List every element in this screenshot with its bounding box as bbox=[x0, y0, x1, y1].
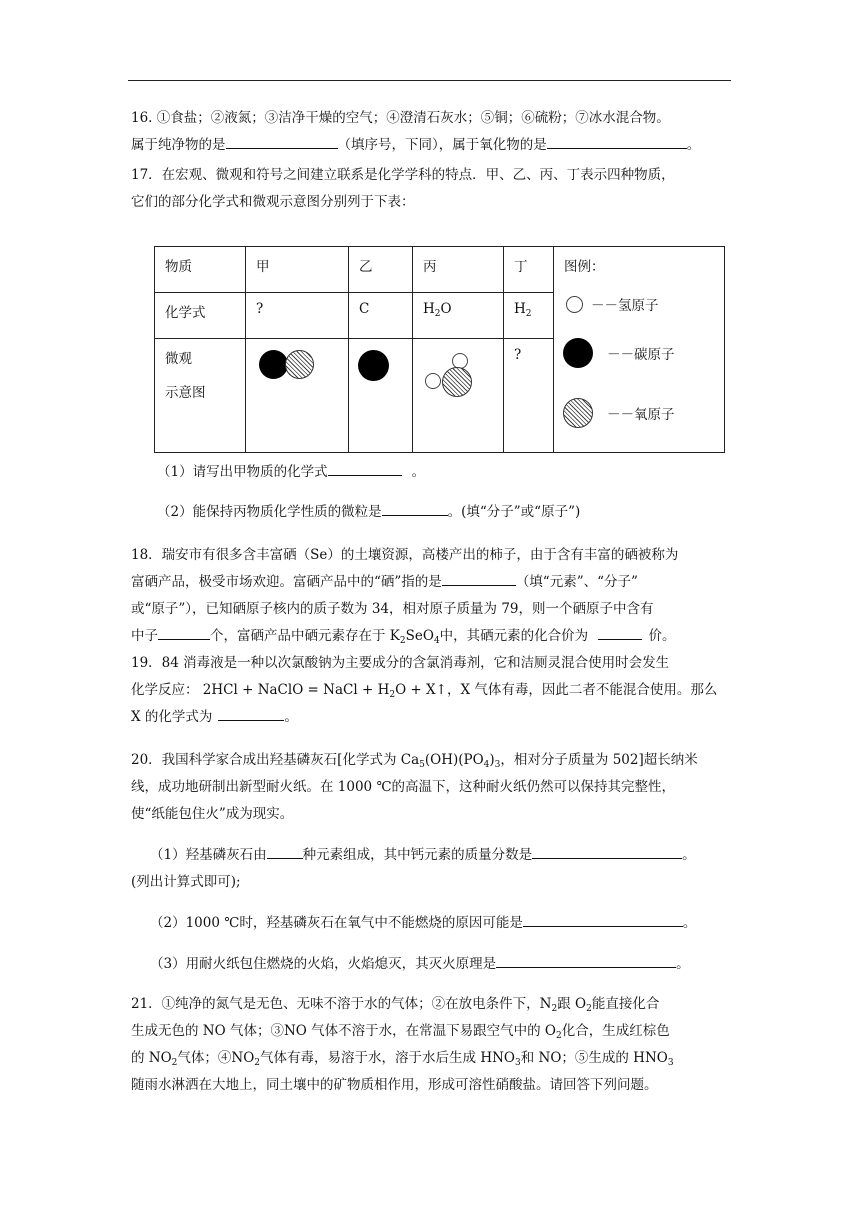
q20-sub3-blank[interactable] bbox=[496, 954, 676, 968]
q19-line3: X 的化学式为 。 bbox=[131, 709, 298, 725]
q20-sub1-blank-1[interactable] bbox=[267, 845, 303, 859]
oxygen-atom-icon bbox=[442, 367, 472, 397]
q18-line3: 或“原子”），已知硒原子核内的质子数为 34，相对原子质量为 79，则一个硒原子中含有 bbox=[131, 601, 654, 617]
legend-carbon: －－碳原子 bbox=[563, 338, 675, 368]
table-micro-jia bbox=[246, 339, 349, 453]
q20-sub1-line2: (列出计算式即可); bbox=[131, 874, 241, 890]
q21-line4: 随雨水淋洒在大地上，同土壤中的矿物质相作用，形成可溶性硝酸盐。请回答下列问题。 bbox=[131, 1077, 658, 1093]
q20-line3: 使“纸能包住火”成为现实。 bbox=[131, 806, 294, 822]
table-header-jia: 甲 bbox=[246, 247, 349, 293]
table-legend-cell: 图例： bbox=[554, 247, 725, 453]
q19-line1: 19．84 消毒液是一种以次氯酸钠为主要成分的含氯消毒剂，它和洁厕灵混合使用时会发生 bbox=[131, 655, 670, 671]
legend-oxygen: －－氧原子 bbox=[563, 398, 675, 428]
table-header-substance: 物质 bbox=[155, 247, 246, 293]
q20-sub1: （1）羟基磷灰石由 种元素组成，其中钙元素的质量分数是 。 bbox=[150, 847, 696, 863]
hydrogen-atom-icon bbox=[425, 373, 441, 389]
q20-line2: 线，成功地研制出新型耐火纸。在 1000 ℃的高温下，这种耐火纸仍然可以保持其完整性， bbox=[131, 779, 676, 795]
q20-line1: 20．我国科学家合成出羟基磷灰石[化学式为 $Ca_5(OH)(PO_4)_3$，相对分子质量为 502]超长纳米 bbox=[131, 752, 698, 770]
q18-line4: 中子 个，富硒产品中硒元素存在于 $K_2SeO_4$中，其硒元素的化合价为 价。 bbox=[131, 628, 676, 646]
oxygen-atom-icon bbox=[563, 398, 593, 428]
q17-sub1-blank[interactable] bbox=[328, 462, 402, 476]
header-rule bbox=[128, 80, 731, 81]
q20-sub2: （2）1000 ℃时，羟基磷灰石在氧气中不能燃烧的原因可能是 。 bbox=[150, 915, 697, 931]
table-formula-bing: $H_2O$ bbox=[413, 293, 504, 339]
q21-line1: 21．①纯净的氮气是无色、无味不溶于水的气体；②在放电条件下，$N_2$跟 $O_2$能直接化合 bbox=[131, 996, 660, 1014]
q20-sub3: （3）用耐火纸包住燃烧的火焰，火焰熄灭，其灭火原理是 。 bbox=[150, 956, 690, 972]
oxygen-atom-icon bbox=[285, 350, 314, 379]
table-header-yi: 乙 bbox=[349, 247, 413, 293]
q18-line1: 18．瑞安市有很多含丰富硒（Se）的土壤资源，高楼产出的柿子，由于含有丰富的硒被称为 bbox=[131, 547, 679, 563]
q21-line2: 生成无色的 NO 气体；③NO 气体不溶于水，在常温下易跟空气中的 $O_2$化合，生成红棕色 bbox=[131, 1023, 670, 1041]
q18-line2: 富硒产品，极受市场欢迎。富硒产品中的“硒”指的是 （填“元素”、“分子” bbox=[131, 574, 638, 590]
q16-line1: 16. ①食盐；②液氮；③洁净干燥的空气；④澄清石灰水；⑤铜；⑥硫粉；⑦冰水混合物。 bbox=[131, 110, 670, 126]
q20-sub1-blank-2[interactable] bbox=[532, 845, 682, 859]
table-formula-ding: $H_2$ bbox=[504, 293, 554, 339]
carbon-atom-icon bbox=[358, 350, 389, 381]
q16-answer-blank-2[interactable] bbox=[547, 135, 687, 149]
table-formula-label: 化学式 bbox=[155, 293, 246, 339]
q16-line2: 属于纯净物的是 （填序号，下同），属于氧化物的是 。 bbox=[131, 137, 701, 153]
hydrogen-atom-icon bbox=[566, 296, 583, 313]
table-micro-yi bbox=[349, 339, 413, 453]
table-formula-yi: C bbox=[349, 293, 413, 339]
q17-line1: 17．在宏观、微观和符号之间建立联系是化学学科的特点．甲、乙、丙、丁表示四种物质， bbox=[131, 167, 675, 183]
carbon-atom-icon bbox=[563, 338, 593, 368]
carbon-atom-icon bbox=[259, 350, 288, 379]
q18-blank-2[interactable] bbox=[158, 626, 210, 640]
q21-line3: 的 $NO_2$气体；$④NO_2$气体有毒，易溶于水，溶于水后生成 $HNO_3$和 NO；⑤生成的 $HNO_3$ bbox=[131, 1050, 674, 1068]
table-formula-jia: ? bbox=[246, 293, 349, 339]
legend-hydrogen: －－氢原子 bbox=[566, 294, 659, 314]
table-micro-ding: ? bbox=[504, 339, 554, 453]
q20-sub2-blank[interactable] bbox=[523, 913, 683, 927]
q17-line2: 它们的部分化学式和微观示意图分别列于下表： bbox=[131, 194, 415, 210]
q17-sub2-blank[interactable] bbox=[382, 502, 448, 516]
table-micro-label: 微观 示意图 bbox=[155, 339, 246, 453]
table-micro-bing bbox=[413, 339, 504, 453]
q18-blank-3[interactable] bbox=[598, 626, 642, 640]
table-header-ding: 丁 bbox=[504, 247, 554, 293]
q17-sub2: （2）能保持丙物质化学性质的微粒是 。(填“分子”或“原子”) bbox=[157, 504, 581, 520]
q19-line2: 化学反应： 2HCl + NaClO = NaCl + $H_2O$ + X↑，X 气体有毒，因此二者不能混合使用。那么 bbox=[131, 682, 718, 700]
q16-answer-blank-1[interactable] bbox=[226, 135, 338, 149]
q18-blank-1[interactable] bbox=[442, 572, 516, 586]
q17-sub1: （1）请写出甲物质的化学式 。 bbox=[157, 464, 426, 480]
q19-blank[interactable] bbox=[218, 707, 284, 721]
table-header-bing: 丙 bbox=[413, 247, 504, 293]
